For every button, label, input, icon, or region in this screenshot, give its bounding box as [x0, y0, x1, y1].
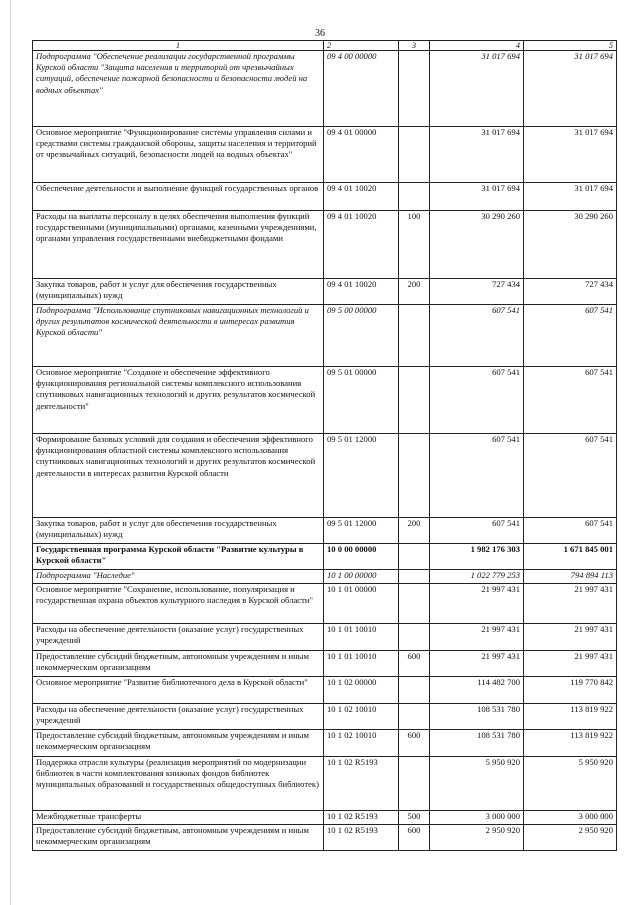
table-row — [33, 279, 617, 305]
row-code: 10 1 02 10010 — [324, 704, 399, 730]
row-value-2: 21 997 431 — [524, 651, 617, 677]
row-code: 10 1 02 00000 — [324, 677, 399, 704]
row-value-2: 113 819 922 — [524, 730, 617, 757]
row-type: 600 — [399, 825, 430, 851]
row-code: 10 1 00 00000 — [324, 570, 399, 584]
table-row — [33, 183, 617, 211]
row-value-2: 113 819 922 — [524, 704, 617, 730]
row-code: 09 4 01 00000 — [324, 127, 399, 183]
row-code: 09 5 01 12000 — [324, 518, 399, 544]
row-type — [399, 677, 430, 704]
row-value-1: 727 434 — [430, 279, 524, 305]
header-col-4: 4 — [430, 41, 524, 51]
table-row — [33, 518, 617, 544]
row-code: 09 4 00 00000 — [324, 51, 399, 127]
row-value-1: 21 997 431 — [430, 624, 524, 651]
row-name: Закупка товаров, работ и услуг для обеспечения государственных (муниципальных) нужд — [33, 279, 324, 305]
row-value-1: 108 531 780 — [430, 704, 524, 730]
row-code: 10 0 00 00000 — [324, 544, 399, 570]
row-value-1: 2 950 920 — [430, 825, 524, 851]
row-value-1: 114 482 700 — [430, 677, 524, 704]
row-code: 09 4 01 10020 — [324, 183, 399, 211]
table-row — [33, 757, 617, 811]
row-value-2: 119 770 842 — [524, 677, 617, 704]
row-code: 09 4 01 10020 — [324, 279, 399, 305]
row-name: Расходы на обеспечение деятельности (оказание услуг) государственных учреждений — [33, 624, 324, 651]
row-type — [399, 757, 430, 811]
row-type: 200 — [399, 518, 430, 544]
row-name: Подпрограмма "Использование спутниковых навигационных технологий и других результатов космической деятельности в интересах развития Курской области" — [33, 305, 324, 367]
table-row — [33, 651, 617, 677]
table-row — [33, 677, 617, 704]
row-type — [399, 51, 430, 127]
table-row — [33, 211, 617, 279]
row-value-1: 607 541 — [430, 434, 524, 518]
row-value-1: 607 541 — [430, 367, 524, 434]
row-value-2: 1 671 845 001 — [524, 544, 617, 570]
row-name: Основное мероприятие "Сохранение, использование, популяризация и государственная охрана объектов культурного наследия в Курской области" — [33, 584, 324, 624]
row-value-2: 5 950 920 — [524, 757, 617, 811]
row-value-2: 727 434 — [524, 279, 617, 305]
table-row — [33, 584, 617, 624]
header-col-1: 1 — [33, 41, 324, 51]
row-code: 10 1 02 R5193 — [324, 811, 399, 825]
table-row — [33, 305, 617, 367]
row-code: 10 1 02 10010 — [324, 730, 399, 757]
page-number: 36 — [315, 28, 325, 39]
table-row — [33, 811, 617, 825]
row-value-1: 31 017 694 — [430, 183, 524, 211]
header-col-2: 2 — [324, 41, 399, 51]
row-value-2: 21 997 431 — [524, 624, 617, 651]
row-type: 600 — [399, 651, 430, 677]
budget-table — [32, 40, 617, 851]
table-row — [33, 704, 617, 730]
row-type — [399, 544, 430, 570]
row-value-2: 30 290 260 — [524, 211, 617, 279]
row-value-2: 607 541 — [524, 434, 617, 518]
row-name: Предоставление субсидий бюджетным, автономным учреждениям и иным некоммерческим организациям — [33, 825, 324, 851]
row-name: Подпрограмма "Обеспечение реализации государственной программы Курской области "Защита населения и территорий от чрезвычайных ситуаций, обеспечение пожарной безопасности и безопасности людей на водных объектах" — [33, 51, 324, 127]
row-code: 09 5 01 00000 — [324, 367, 399, 434]
row-value-1: 30 290 260 — [430, 211, 524, 279]
row-type: 200 — [399, 279, 430, 305]
row-type: 600 — [399, 730, 430, 757]
row-name: Предоставление субсидий бюджетным, автономным учреждениям и иным некоммерческим организациям — [33, 730, 324, 757]
row-value-1: 3 000 000 — [430, 811, 524, 825]
row-name: Расходы на выплаты персоналу в целях обеспечения выполнения функций государственными (муниципальными) органами, казенными учреждениями, органами управления государственными внебюджетными фондами — [33, 211, 324, 279]
row-name: Основное мероприятие "Функционирование системы управления силами и средствами системы гражданской обороны, защиты населения и территорий от чрезвычайных ситуаций, безопасности людей на водных объектах" — [33, 127, 324, 183]
row-name: Основное мероприятие "Развитие библиотечного дела в Курской области" — [33, 677, 324, 704]
row-type — [399, 183, 430, 211]
header-row — [33, 41, 617, 51]
table-row — [33, 51, 617, 127]
row-name: Расходы на обеспечение деятельности (оказание услуг) государственных учреждений — [33, 704, 324, 730]
row-value-1: 31 017 694 — [430, 127, 524, 183]
table-row — [33, 367, 617, 434]
row-value-2: 3 000 000 — [524, 811, 617, 825]
row-value-1: 108 531 780 — [430, 730, 524, 757]
table-row — [33, 825, 617, 851]
row-type — [399, 127, 430, 183]
row-type — [399, 570, 430, 584]
scan-edge — [10, 0, 11, 905]
row-type: 100 — [399, 211, 430, 279]
row-name: Предоставление субсидий бюджетным, автономным учреждениям и иным некоммерческим организациям — [33, 651, 324, 677]
row-value-1: 31 017 694 — [430, 51, 524, 127]
table-row — [33, 434, 617, 518]
row-type — [399, 367, 430, 434]
row-name: Поддержка отрасли культуры (реализация мероприятий по модернизации библиотек в части комплектования книжных фондов библиотек муниципальных образований и государственных общедоступных библиотек) — [33, 757, 324, 811]
row-type — [399, 434, 430, 518]
table-row — [33, 624, 617, 651]
row-value-2: 31 017 694 — [524, 51, 617, 127]
row-value-1: 1 982 176 303 — [430, 544, 524, 570]
row-name: Обеспечение деятельности и выполнение функций государственных органов — [33, 183, 324, 211]
row-value-1: 21 997 431 — [430, 584, 524, 624]
row-code: 09 5 01 12000 — [324, 434, 399, 518]
header-col-5: 5 — [524, 41, 617, 51]
row-type — [399, 624, 430, 651]
row-value-1: 5 950 920 — [430, 757, 524, 811]
row-value-2: 2 950 920 — [524, 825, 617, 851]
row-value-2: 31 017 694 — [524, 183, 617, 211]
row-code: 09 4 01 10020 — [324, 211, 399, 279]
row-name: Закупка товаров, работ и услуг для обеспечения государственных (муниципальных) нужд — [33, 518, 324, 544]
row-code: 10 1 01 00000 — [324, 584, 399, 624]
row-type — [399, 704, 430, 730]
row-name: Подпрограмма "Наследие" — [33, 570, 324, 584]
table-body — [33, 51, 617, 851]
row-value-2: 31 017 694 — [524, 127, 617, 183]
row-type — [399, 305, 430, 367]
table-row — [33, 730, 617, 757]
row-name: Формирование базовых условий для создания и обеспечения эффективного функционирования областной системы комплексного использования спутниковых навигационных технологий и других результатов космической деятельности в интересах развития Курской области — [33, 434, 324, 518]
row-type: 500 — [399, 811, 430, 825]
table-row — [33, 570, 617, 584]
row-value-1: 607 541 — [430, 305, 524, 367]
row-code: 10 1 02 R5193 — [324, 825, 399, 851]
row-name: Основное мероприятие "Создание и обеспечение эффективного функционирования региональной системы комплексного использования спутниковых навигационных технологий и других результатов космической деятельности" — [33, 367, 324, 434]
row-code: 10 1 02 R5193 — [324, 757, 399, 811]
table-row — [33, 544, 617, 570]
row-value-1: 21 997 431 — [430, 651, 524, 677]
row-type — [399, 584, 430, 624]
row-value-1: 1 022 779 253 — [430, 570, 524, 584]
row-code: 09 5 00 00000 — [324, 305, 399, 367]
row-value-2: 794 894 113 — [524, 570, 617, 584]
row-code: 10 1 01 10010 — [324, 651, 399, 677]
row-value-2: 21 997 431 — [524, 584, 617, 624]
row-value-1: 607 541 — [430, 518, 524, 544]
header-col-3: 3 — [399, 41, 430, 51]
row-value-2: 607 541 — [524, 367, 617, 434]
row-name: Государственная программа Курской области "Развитие культуры в Курской области" — [33, 544, 324, 570]
row-value-2: 607 541 — [524, 305, 617, 367]
row-code: 10 1 01 10010 — [324, 624, 399, 651]
row-value-2: 607 541 — [524, 518, 617, 544]
row-name: Межбюджетные трансферты — [33, 811, 324, 825]
table-row — [33, 127, 617, 183]
